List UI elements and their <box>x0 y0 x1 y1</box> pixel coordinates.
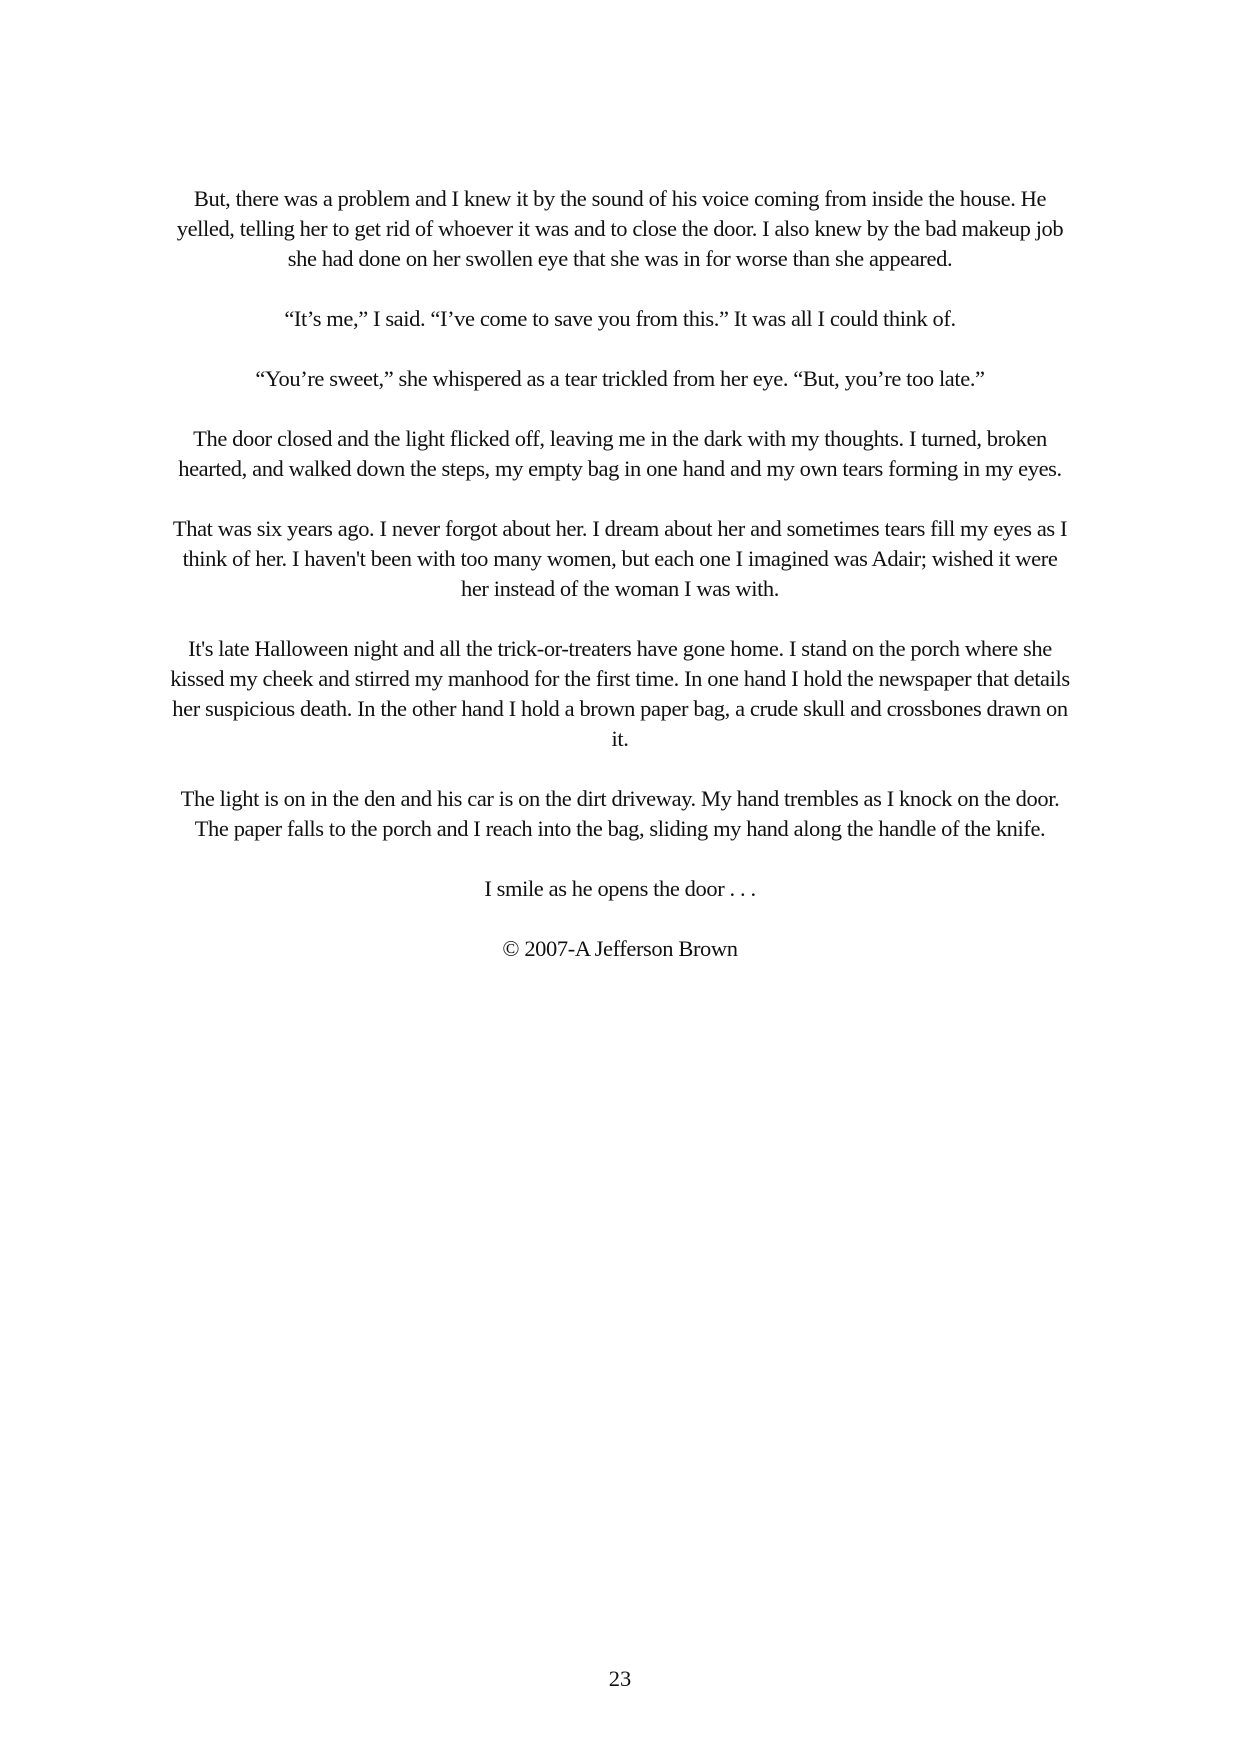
paragraph: The door closed and the light flicked off, leaving me in the dark with my thoughts. I turned, broken hearted, and walked down the steps, my empty bag in one hand and my own tears forming in my eyes. <box>178 426 1062 481</box>
paragraph: “It’s me,” I said. “I’ve come to save you from this.” It was all I could think of. <box>284 306 956 331</box>
story-text <box>168 184 1072 994</box>
paragraph: It's late Halloween night and all the trick-or-treaters have gone home. I stand on the porch where she kissed my cheek and stirred my manhood for the first time. In one hand I hold the newspaper that details her suspicious death. In the other hand I hold a brown paper bag, a crude skull and crossbones drawn on it. <box>170 636 1070 751</box>
paragraph: “You’re sweet,” she whispered as a tear trickled from her eye. “But, you’re too late.” <box>255 366 985 391</box>
paragraph: But, there was a problem and I knew it by the sound of his voice coming from inside the house. He yelled, telling her to get rid of whoever it was and to close the door. I also knew by the bad makeup job she had done on her swollen eye that she was in for worse than she appeared. <box>176 186 1064 271</box>
paragraph: That was six years ago. I never forgot about her. I dream about her and sometimes tears fill my eyes as I think of her. I haven't been with too many women, but each one I imagined was Adair; wished it were her instead of the woman I was with. <box>172 516 1068 601</box>
copyright-notice: © 2007-A Jefferson Brown <box>502 936 738 961</box>
page-number: 23 <box>608 1666 632 1691</box>
paragraph: The light is on in the den and his car is on the dirt driveway. My hand trembles as I knock on the door. The paper falls to the porch and I reach into the bag, sliding my hand along the handle of the knife. <box>180 786 1060 841</box>
paragraph-closing-line: I smile as he opens the door . . . <box>484 876 756 901</box>
